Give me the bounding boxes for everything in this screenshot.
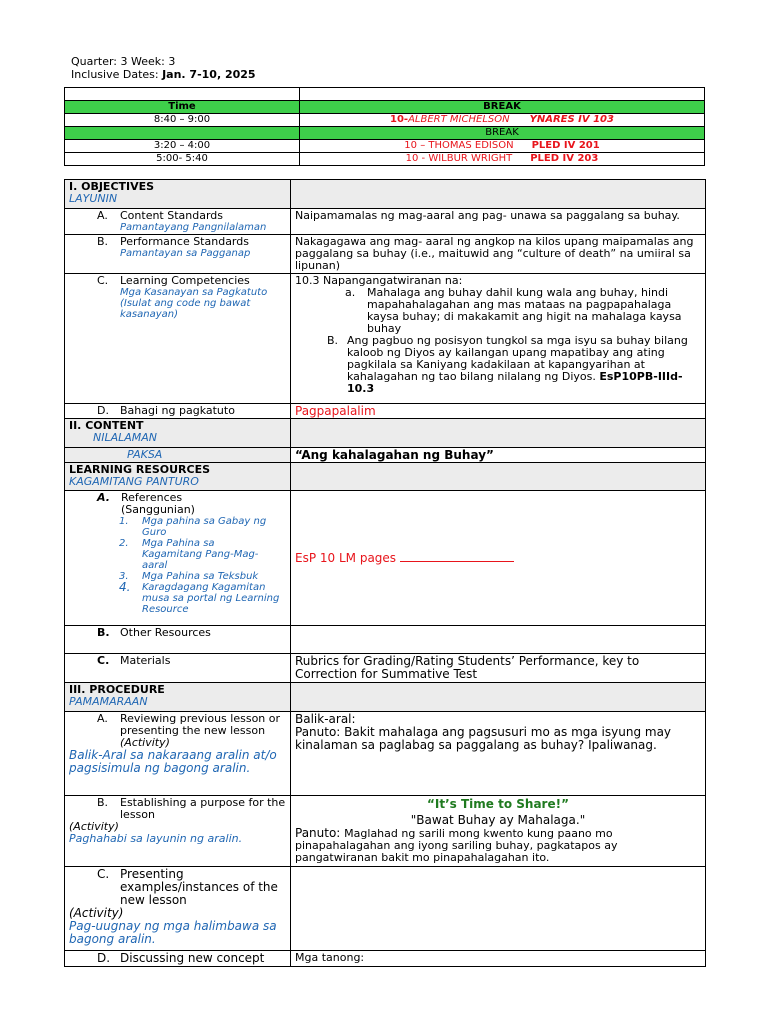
review-value-label: Panuto:	[295, 725, 345, 739]
references-title: References (Sanggunian)	[121, 491, 195, 516]
lm-pages: EsP 10 LM pages	[295, 551, 400, 565]
performance-standards-title: Performance Standards	[120, 235, 249, 248]
review-row	[65, 712, 706, 796]
purpose-value-label: Panuto:	[295, 826, 345, 840]
objectives-title: I. OBJECTIVES	[69, 180, 155, 193]
purpose-activity: (Activity)	[69, 820, 119, 833]
bahagi-value: Pagpapalalim	[291, 404, 706, 419]
purpose-heading: “It’s Time to Share!”	[427, 797, 569, 811]
competency-mark: a.	[345, 286, 356, 299]
materials-value: Rubrics for Grading/Rating Students’ Performance, key to Correction for Summative Test	[291, 654, 706, 683]
discussing-letter: D.	[97, 951, 111, 965]
competency-item-a	[295, 287, 701, 335]
schedule-class	[300, 114, 705, 127]
other-resources-letter: B.	[97, 626, 110, 639]
review-value-title: Balik-aral:	[295, 712, 356, 726]
break-header: BREAK	[300, 101, 705, 114]
schedule-prefix: 10 -	[405, 153, 429, 164]
learning-resources-subtitle: KAGAMITANG PANTURO	[69, 475, 199, 488]
bahagi-title: Bahagi ng pagkatuto	[120, 404, 235, 417]
bahagi-row	[65, 404, 706, 419]
learning-resources-title: LEARNING RESOURCES	[69, 463, 211, 476]
competency-text: Mahalaga ang buhay dahil kung wala ang buhay, hindi mapahahalagahan ang mas mataas na pagpapahalaga kaysa buhay; di makakamit ang higit na mahalaga kaysa buhay	[367, 286, 682, 335]
content-title: II. CONTENT	[69, 419, 144, 432]
discussing-value: Mga tanong:	[291, 951, 706, 967]
learning-competencies-title: Learning Competencies	[120, 274, 250, 287]
materials-letter: C.	[97, 654, 110, 667]
performance-standards-row	[65, 235, 706, 274]
schedule-table	[64, 87, 705, 166]
competency-item-b	[295, 335, 701, 395]
reference-item: 4. Karagdagang Kagamitan musa sa portal ng Learning Resource	[119, 580, 280, 615]
presenting-title: Presenting examples/instances of the new lesson	[120, 867, 278, 907]
purpose-letter: B.	[97, 796, 109, 809]
competency-text: Ang pagbuo ng posisyon tungkol sa mga isyu sa buhay bilang kaloob ng Diyos ay kailangan upang mapatibay ang ating pagkilala sa Kaniyang kadakilaan at kapangyarihan at kahalagahan ng tao bilang nilalang ng Diyos.	[347, 334, 688, 383]
reference-item: 2. Mga Pahina sa Kagamitang Pang-Mag-aaral	[119, 538, 259, 571]
break-label: BREAK	[300, 127, 705, 140]
time-header: Time	[65, 101, 300, 114]
schedule-blank-row	[65, 88, 705, 101]
review-value: Bakit mahalaga ang pagsusuri mo as mga isyung may kinalaman sa paglabag sa paggalang as buhay? Ipaliwanag.	[295, 725, 672, 752]
competency-intro: 10.3 Napangangatwiranan na:	[295, 274, 463, 287]
schedule-class	[300, 140, 705, 153]
schedule-prefix: 10-	[390, 114, 409, 125]
learning-competencies-row	[65, 274, 706, 404]
objectives-row	[65, 180, 706, 209]
performance-standards-letter: B.	[97, 235, 109, 248]
purpose-row	[65, 796, 706, 867]
presenting-row	[65, 867, 706, 951]
procedure-subtitle: PAMAMARAAN	[69, 695, 148, 708]
content-standards-value: Naipamamalas ng mag-aaral ang pag- unawa sa paggalang sa buhay.	[291, 209, 706, 235]
objectives-subtitle: LAYUNIN	[69, 192, 118, 205]
reference-item: 3. Mga Pahina sa Teksbuk	[119, 571, 259, 582]
purpose-sub: Paghahabi sa layunin ng aralin.	[69, 832, 243, 845]
dates-value: Jan. 7-10, 2025	[162, 68, 256, 81]
references-list	[69, 516, 286, 615]
schedule-room: PLED IV 203	[530, 153, 599, 164]
procedure-title: III. PROCEDURE	[69, 683, 165, 696]
materials-title: Materials	[120, 654, 171, 667]
paksa-row	[65, 448, 706, 463]
presenting-sub: Pag-uugnay ng mga halimbawa sa bagong aralin.	[69, 919, 277, 946]
competency-mark: B.	[327, 334, 339, 347]
review-sub: Balik-Aral sa nakaraang aralin at/o pagsisimula ng bagong aralin.	[69, 748, 277, 775]
content-standards-title: Content Standards	[120, 209, 224, 222]
discussing-row	[65, 951, 706, 967]
learning-competencies-sub: Mga Kasanayan sa Pagkatuto (Isulat ang code ng bawat kasanayan)	[120, 287, 268, 320]
schedule-room: PLED IV 201	[531, 140, 600, 151]
procedure-row	[65, 683, 706, 712]
schedule-time: 3:20 – 4:00	[65, 140, 300, 153]
schedule-time: 5:00- 5:40	[65, 153, 300, 166]
schedule-prefix: 10 –	[404, 140, 429, 151]
other-resources-title: Other Resources	[120, 626, 211, 639]
schedule-row	[65, 140, 705, 153]
learning-competencies-letter: C.	[97, 274, 109, 287]
review-activity: (Activity)	[120, 736, 170, 749]
topic-title: “Ang kahalagahan ng Buhay”	[291, 448, 706, 463]
schedule-section: THOMAS EDISON	[428, 140, 514, 151]
content-standards-sub: Pamantayang Pangnilalaman	[120, 222, 267, 233]
schedule-row	[65, 114, 705, 127]
reference-item: 1. Mga pahina sa Gabay ng Guro	[119, 516, 267, 538]
quarter-week-line: Quarter: 3 Week: 3	[71, 55, 176, 68]
lesson-plan-table	[64, 179, 706, 967]
schedule-class	[300, 153, 705, 166]
content-row	[65, 419, 706, 448]
dates-label: Inclusive Dates:	[71, 68, 163, 81]
schedule-break-row	[65, 127, 705, 140]
other-resources-row	[65, 626, 706, 654]
purpose-title: Establishing a purpose for the lesson	[120, 796, 286, 821]
schedule-section: WILBUR WRIGHT	[428, 153, 513, 164]
schedule-section: ALBERT MICHELSON	[408, 114, 510, 125]
presenting-letter: C.	[97, 867, 110, 881]
paksa-label: PAKSA	[65, 448, 291, 463]
schedule-time: 8:40 – 9:00	[65, 114, 300, 127]
schedule-header-row	[65, 101, 705, 114]
inclusive-dates-line	[71, 68, 256, 82]
performance-standards-value: Nakagagawa ang mag- aaral ng angkop na kilos upang maipamalas ang paggalang sa buhay (i.e., maituwid ang “culture of death” na umiiral sa lipunan)	[291, 235, 706, 274]
content-standards-letter: A.	[97, 209, 108, 222]
purpose-value: Maglahad ng sarili mong kwento kung paano mo pinapahalagahan ang iyong sariling buhay, pagkatapos ay pangatwiranan bakit mo pinapahalagahan ito.	[295, 827, 618, 864]
content-standards-row	[65, 209, 706, 235]
references-row	[65, 491, 706, 626]
content-subtitle: NILALAMAN	[93, 431, 158, 444]
discussing-title: Discussing new concept	[120, 951, 265, 965]
purpose-quote: "Bawat Buhay ay Mahalaga."	[410, 813, 586, 827]
references-letter: A.	[97, 491, 110, 504]
presenting-activity: (Activity)	[69, 906, 124, 920]
schedule-row	[65, 153, 705, 166]
review-letter: A.	[97, 712, 108, 725]
lm-pages-blank	[400, 551, 514, 562]
schedule-room: YNARES IV 103	[529, 114, 614, 125]
materials-row	[65, 654, 706, 683]
performance-standards-sub: Pamantayan sa Pagganap	[120, 248, 251, 259]
learning-resources-row	[65, 463, 706, 491]
competency-code: EsP10PB-IIId-10.3	[347, 370, 683, 395]
bahagi-letter: D.	[97, 404, 109, 417]
review-title: Reviewing previous lesson or presenting the new lesson	[120, 712, 281, 737]
